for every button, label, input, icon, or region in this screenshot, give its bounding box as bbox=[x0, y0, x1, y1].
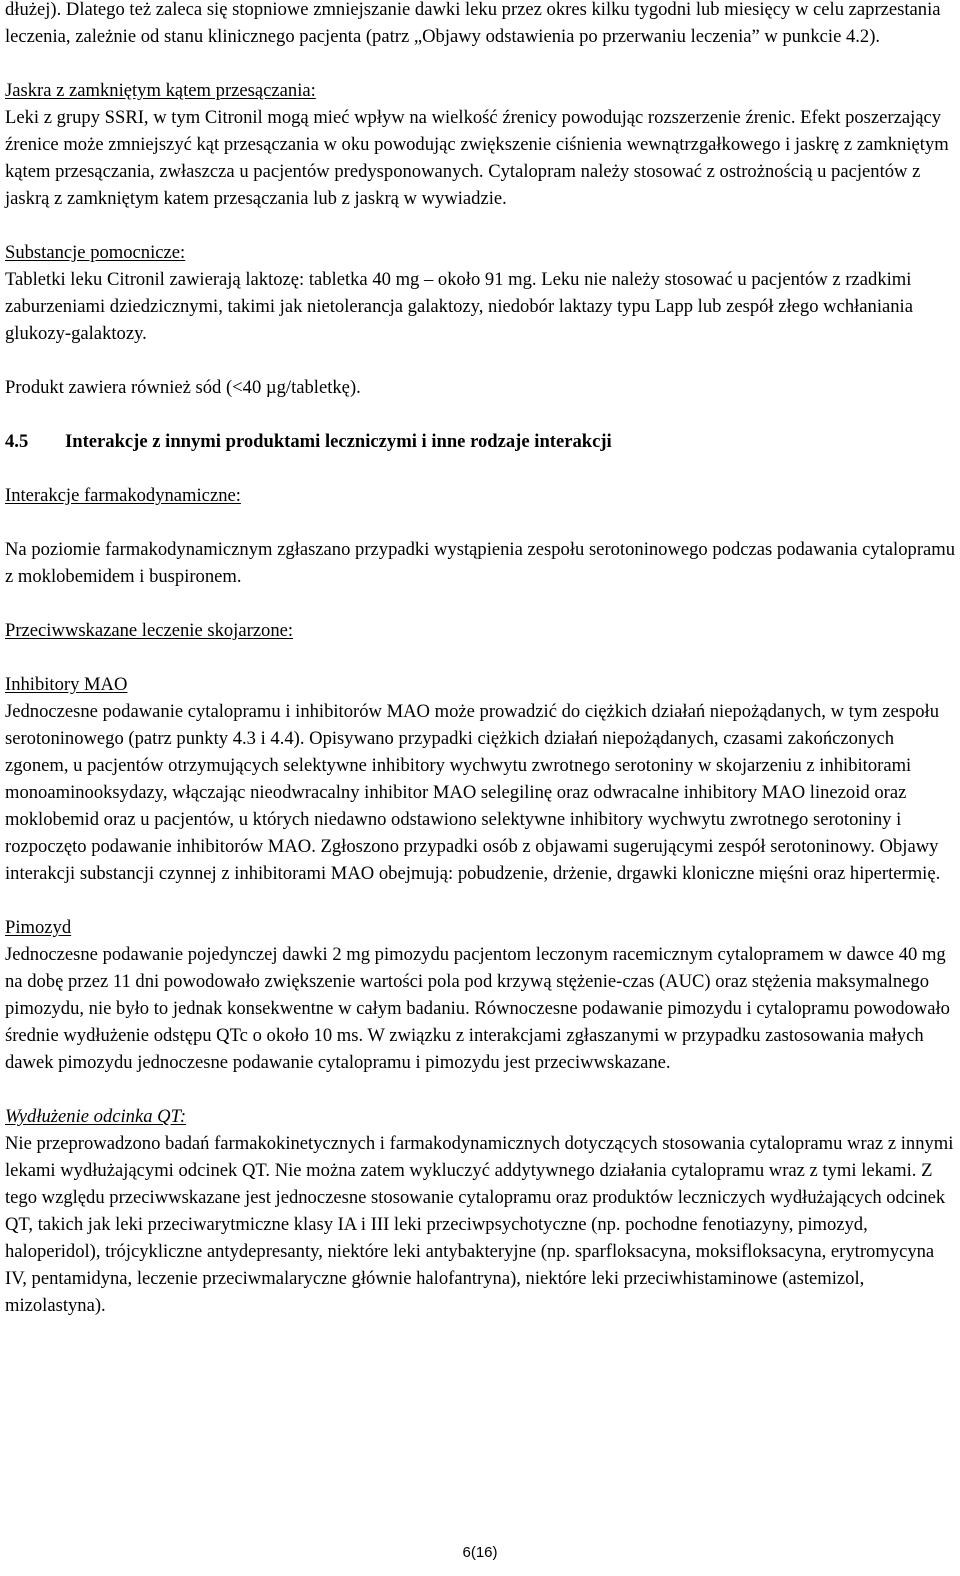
glaucoma-paragraph: Leki z grupy SSRI, w tym Citronil mogą mieć wpływ na wielkość źrenicy powodując rozszerzenie źrenic. Efekt poszerzający źrenice może zmniejszyć kąt przesączania w oku powodując zwiększenie ciśnienia wewnątrzgałkowego i jaskrę z zamkniętym kątem przesączania, zwłaszcza u pacjentów predysponowanych. Cytalopram należy stosować z ostrożnością u pacjentów z jaskrą z zamkniętym katem przesączania lub z jaskrą w wywiadzie. bbox=[5, 107, 949, 209]
mao-heading: Inhibitory MAO bbox=[5, 674, 128, 695]
section-title: Interakcje z innymi produktami leczniczymi i inne rodzaje interakcji bbox=[65, 431, 612, 452]
section-heading bbox=[5, 428, 957, 455]
pharmacodynamic-paragraph: Na poziomie farmakodynamicznym zgłaszano przypadki wystąpienia zespołu serotoninowego podczas podawania cytalopramu z moklobemidem i buspironem. bbox=[5, 539, 956, 587]
pimozide-heading: Pimozyd bbox=[5, 917, 72, 938]
intro-paragraph: dłużej). Dlatego też zaleca się stopniowe zmniejszanie dawki leku przez okres kilku tygodni lub miesięcy w celu zaprzestania leczenia, zależnie od stanu klinicznego pacjenta (patrz „Objawy odstawienia po przerwaniu leczenia” w punkcie 4.2). bbox=[5, 0, 941, 47]
excipients-paragraph: Tabletki leku Citronil zawierają laktozę: tabletka 40 mg – około 91 mg. Leku nie należy stosować u pacjentów z rzadkimi zaburzeniami dziedzicznymi, takimi jak nietolerancja galaktozy, niedobór laktazy typu Lapp lub zespół złego wchłaniania glukozy-galaktozy. bbox=[5, 269, 913, 344]
qt-heading: Wydłużenie odcinka QT: bbox=[5, 1106, 187, 1127]
pimozide-paragraph: Jednoczesne podawanie pojedynczej dawki 2 mg pimozydu pacjentom leczonym racemicznym cytalopramem w dawce 40 mg na dobę przez 11 dni powodowało zwiększenie wartości pola pod krzywą stężenie-czas (AUC) oraz stężenia maksymalnego pimozydu, nie było to jednak konsekwentne w całym badaniu. Równoczesne podawanie pimozydu i cytalopramu powodowało średnie wydłużenie odstępu QTc o około 10 ms. W związku z interakcjami zgłaszanymi w przypadku zastosowania małych dawek pimozydu jednoczesne podawanie cytalopramu i pimozydu jest przeciwwskazane. bbox=[5, 944, 950, 1073]
document-page bbox=[5, 0, 957, 1319]
qt-paragraph: Nie przeprowadzono badań farmakokinetycznych i farmakodynamicznych dotyczących stosowania cytalopramu wraz z innymi lekami wydłużającymi odcinek QT. Nie można zatem wykluczyć addytywnego działania cytalopramu wraz z tymi lekami. Z tego względu przeciwwskazane jest jednoczesne stosowanie cytalopramu oraz produktów leczniczych wydłużających odcinek QT, takich jak leki przeciwarytmiczne klasy IA i III leki przeciwpsychotyczne (np. pochodne fenotiazyny, pimozyd, haloperidol), trójcykliczne antydepresanty, niektóre leki antybakteryjne (np. sparfloksacyna, moksifloksacyna, erytromycyna IV, pentamidyna, leczenie przeciwmalaryczne głównie halofantryna), niektóre leki przeciwhistaminowe (astemizol, mizolastyna). bbox=[5, 1133, 954, 1316]
glaucoma-heading: Jaskra z zamkniętym kątem przesączania: bbox=[5, 80, 316, 101]
excipients-heading: Substancje pomocnicze: bbox=[5, 242, 186, 263]
section-number: 4.5 bbox=[5, 431, 29, 452]
pharmacodynamic-heading: Interakcje farmakodynamiczne: bbox=[5, 485, 241, 506]
sodium-paragraph: Produkt zawiera również sód (<40 µg/tabletkę). bbox=[5, 377, 361, 398]
mao-paragraph: Jednoczesne podawanie cytalopramu i inhibitorów MAO może prowadzić do ciężkich działań niepożądanych, w tym zespołu serotoninowego (patrz punkty 4.3 i 4.4). Opisywano przypadki ciężkich działań niepożądanych, czasami zakończonych zgonem, u pacjentów otrzymujących selektywne inhibitory wychwytu zwrotnego serotoniny w skojarzeniu z inhibitorami monoaminooksydazy, włączając nieodwracalny inhibitor MAO selegilinę oraz odwracalne inhibitory MAO linezoid oraz moklobemid oraz u pacjentów, u których niedawno odstawiono selektywne inhibitory wychwytu zwrotnego serotoniny i rozpoczęto podawanie inhibitorów MAO. Zgłoszono przypadki osób z objawami sugerującymi zespół serotoninowy. Objawy interakcji substancji czynnej z inhibitorami MAO obejmują: pobudzenie, drżenie, drgawki kloniczne mięśni oraz hipertermię. bbox=[5, 701, 941, 884]
contraindicated-heading: Przeciwwskazane leczenie skojarzone: bbox=[5, 620, 294, 641]
page-number: 6(16) bbox=[462, 1544, 498, 1561]
